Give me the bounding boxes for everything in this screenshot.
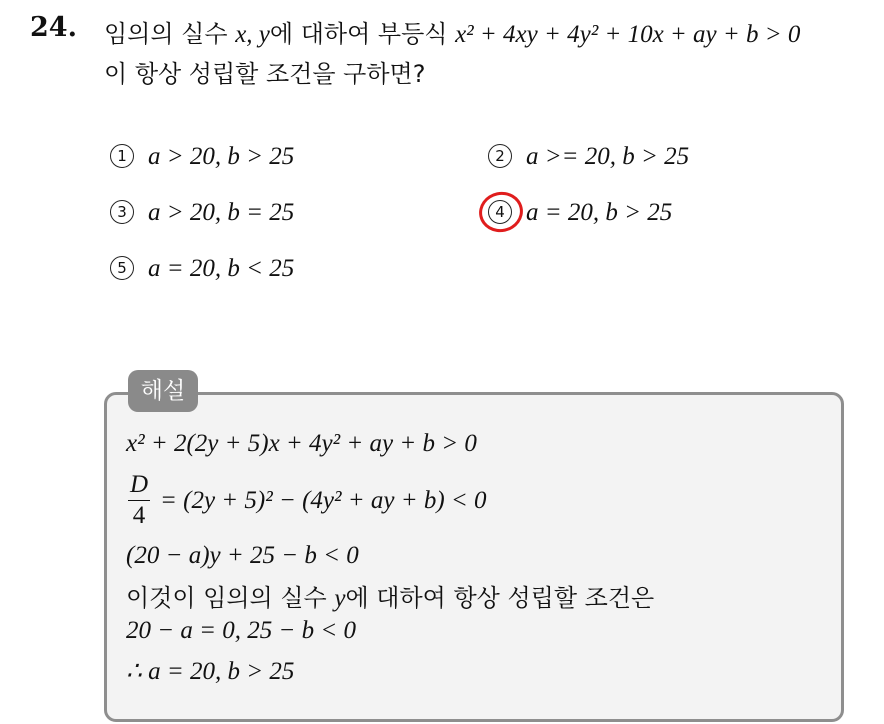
solution-line-6: ∴ a = 20, b > 25 (126, 658, 295, 685)
choice-3-text: a > 20, b = 25 (148, 199, 295, 226)
solution-line-4 (126, 578, 654, 613)
question-text-a: 임의의 실수 (104, 20, 236, 48)
choice-1[interactable] (110, 143, 294, 171)
choice-5[interactable] (110, 255, 294, 283)
fraction-denominator: 4 (132, 502, 146, 529)
solution-line-2: = (2y + 5)² − (4y² + ay + b) < 0 (160, 487, 487, 514)
question-line-2: 이 항상 성립할 조건을 구하면? (104, 60, 426, 88)
choice-4-text: a = 20, b > 25 (526, 199, 673, 226)
question-variables: x, y (235, 21, 270, 48)
solution-line-4-var: y (334, 585, 346, 612)
question-inequality: x² + 4xy + 4y² + 10x + ay + b > 0 (455, 21, 801, 48)
question-line-1 (104, 14, 800, 49)
solution-label: 해설 (128, 370, 198, 412)
choice-3-number: 3 (110, 200, 134, 224)
question-text-b: 에 대하여 부등식 (269, 20, 456, 48)
answer-circle-mark (475, 188, 526, 236)
solution-line-4-a: 이것이 임의의 실수 (126, 584, 335, 612)
choice-3[interactable] (110, 199, 294, 227)
choice-5-text: a = 20, b < 25 (148, 255, 295, 282)
question-number: 24. (30, 12, 77, 43)
choice-4-number: 4 (488, 200, 512, 224)
solution-line-3: (20 − a)y + 25 − b < 0 (126, 542, 359, 569)
solution-line-5: 20 − a = 0, 25 − b < 0 (126, 617, 356, 644)
solution-line-4-b: 에 대하여 항상 성립할 조건은 (345, 584, 655, 612)
fraction-numerator: D (129, 471, 149, 498)
choice-5-number: 5 (110, 256, 134, 280)
choice-1-number: 1 (110, 144, 134, 168)
choice-2[interactable] (488, 143, 689, 171)
choice-2-text: a >= 20, b > 25 (526, 143, 690, 170)
choice-1-text: a > 20, b > 25 (148, 143, 295, 170)
solution-line-1: x² + 2(2y + 5)x + 4y² + ay + b > 0 (126, 430, 477, 457)
solution-fraction (126, 470, 152, 531)
choice-2-number: 2 (488, 144, 512, 168)
